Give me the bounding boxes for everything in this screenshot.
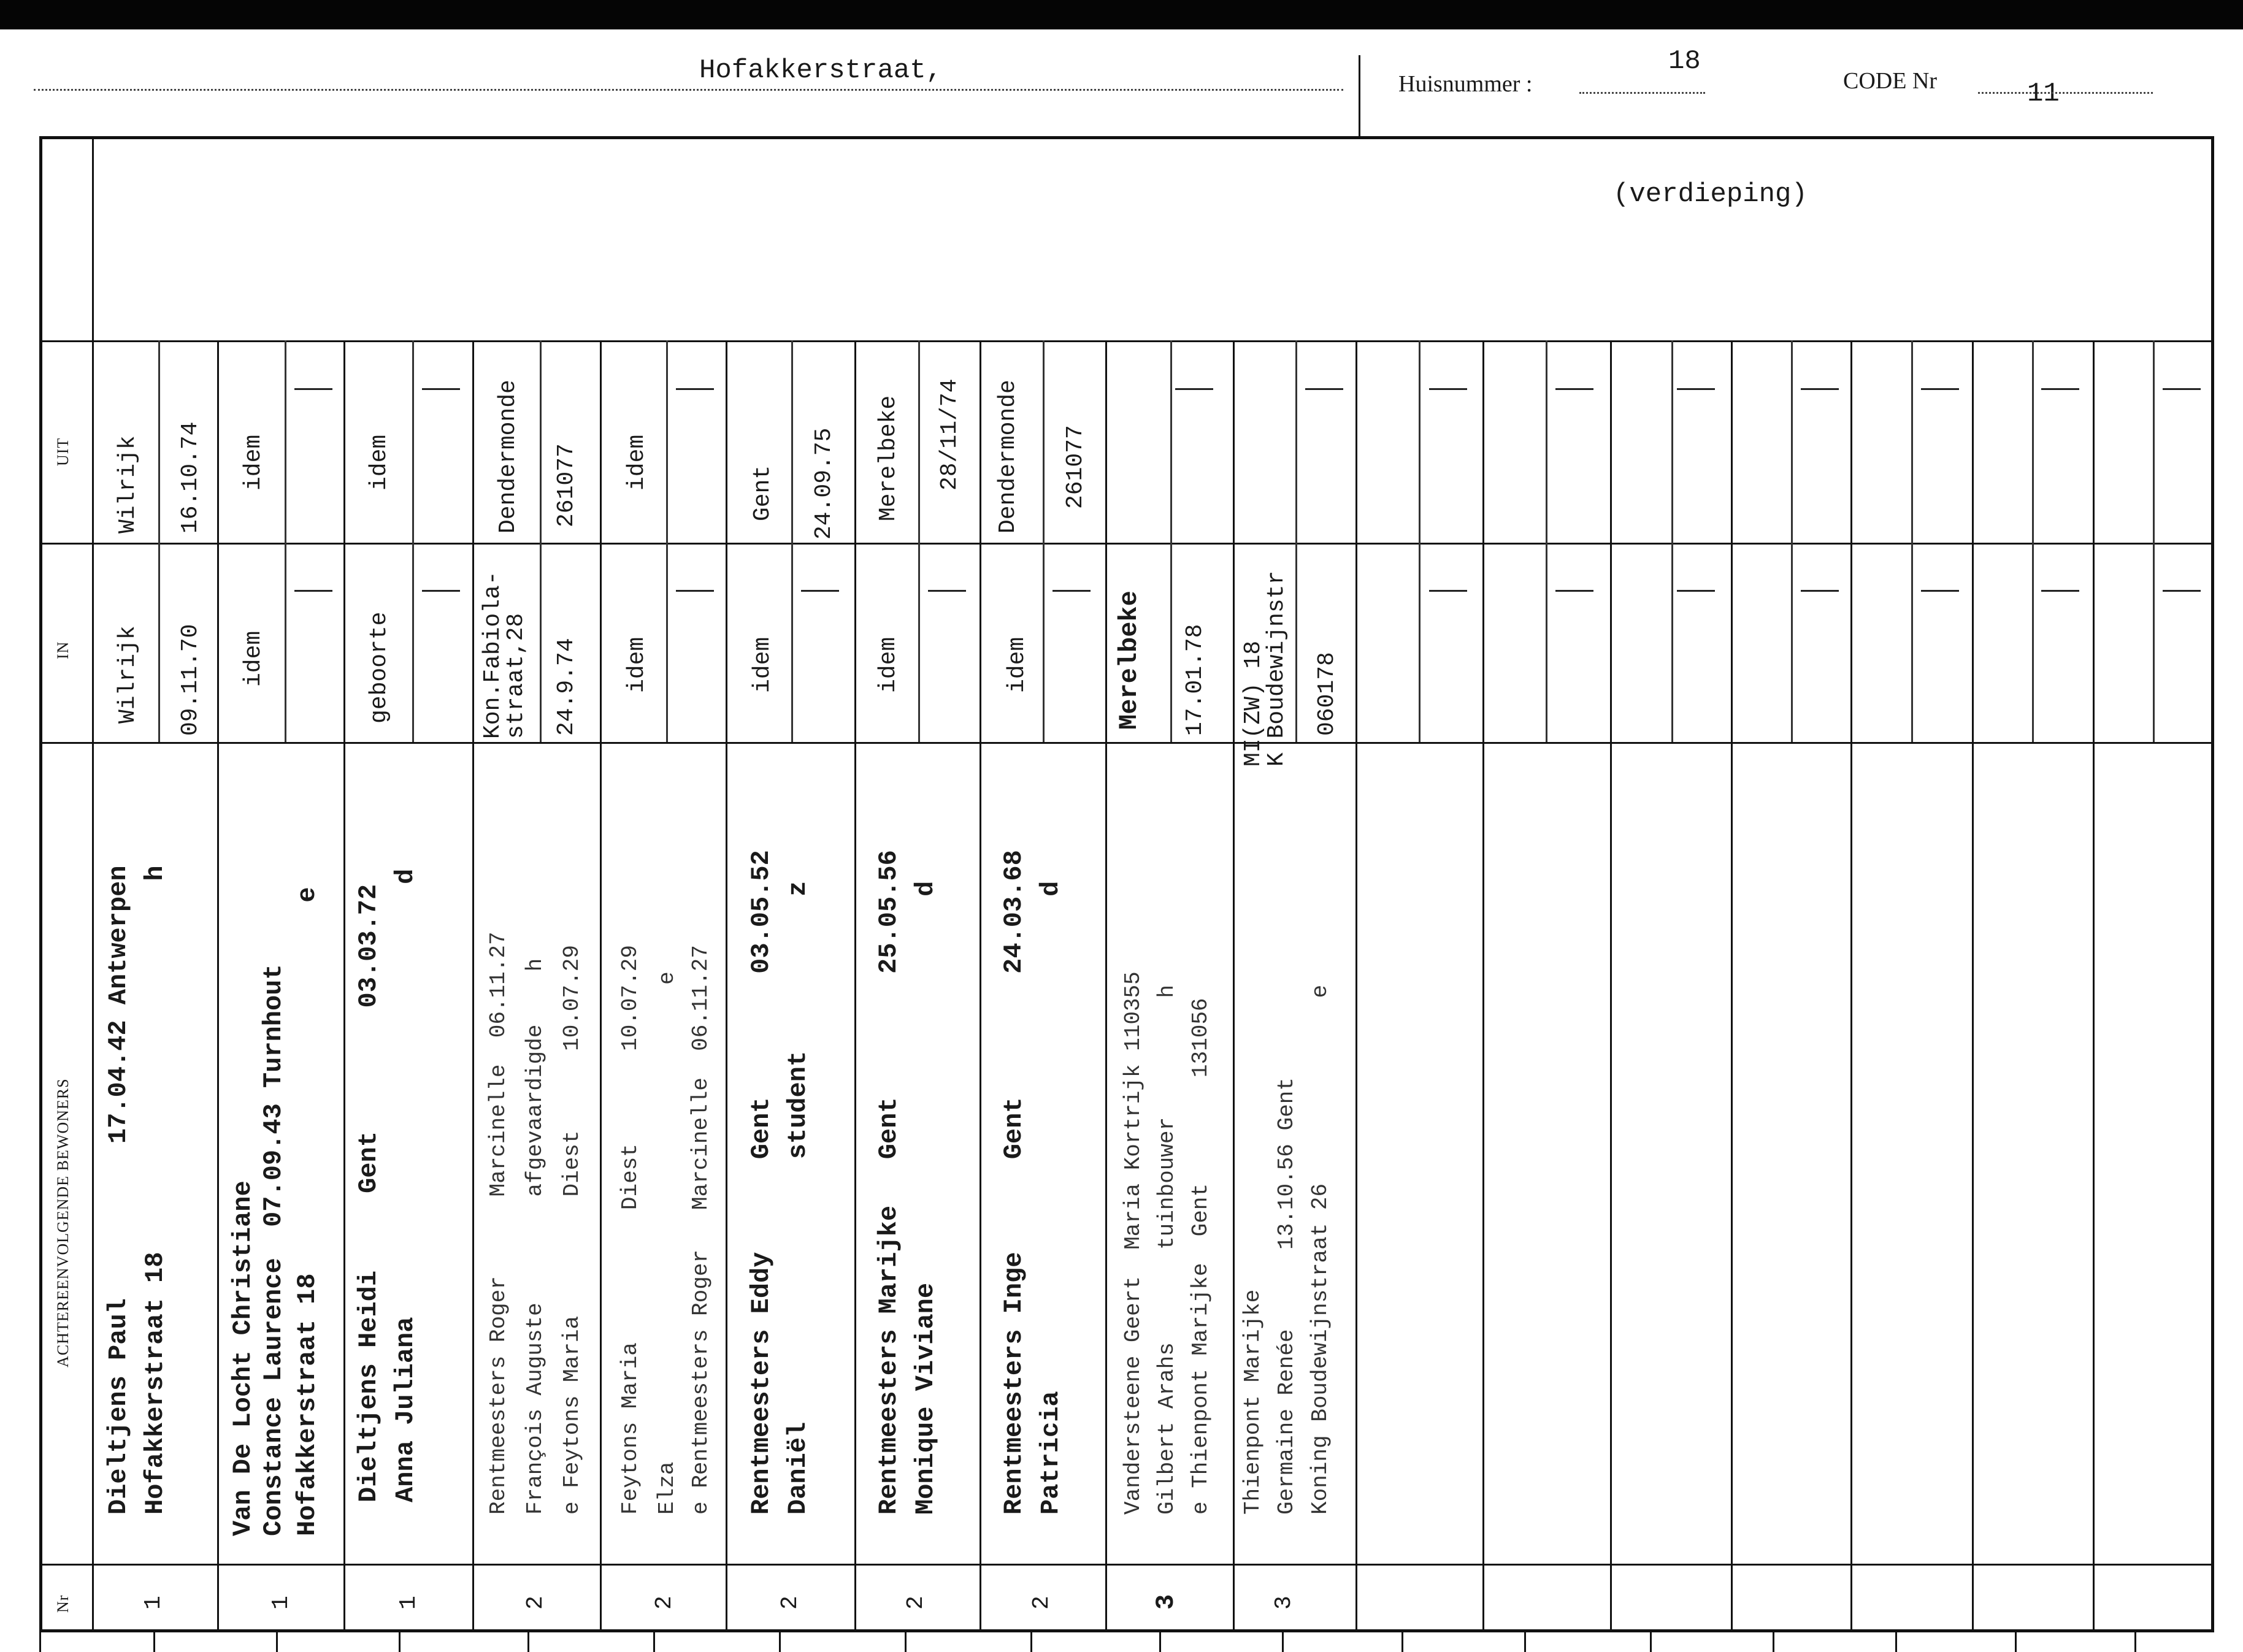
bottom-tick [527, 1632, 529, 1652]
resident-line: Rentmeesters Inge Gent 24.03.68 [999, 850, 1029, 1515]
sub-col-divider [158, 340, 160, 742]
empty-cell-dash [1555, 388, 1593, 390]
resident-line: Dieltjens Paul 17.04.42 Antwerpen [104, 865, 133, 1515]
in-place: idem [750, 637, 776, 693]
floor-label: (verdieping) [1613, 179, 1808, 210]
empty-cell-dash [2163, 590, 2201, 592]
resident-line: e Rentmeesters Roger Marcinelle 06.11.27 [688, 945, 713, 1515]
resident-line: Monique Viviane d [911, 881, 940, 1515]
col-divider [343, 340, 345, 1632]
sub-col-divider [666, 340, 668, 742]
bottom-tick [1895, 1632, 1897, 1652]
empty-cell-dash [294, 590, 332, 592]
bottom-tick [399, 1632, 401, 1652]
col-divider [980, 340, 981, 1632]
empty-cell-dash [2041, 388, 2079, 390]
bottom-tick [1650, 1632, 1652, 1652]
bottom-tick [1282, 1632, 1284, 1652]
sub-col-divider [2032, 340, 2034, 742]
nr-value: 1 [396, 1596, 422, 1610]
resident-line: e Feytons Maria Diest 10.07.29 [559, 945, 585, 1515]
house-number-label: Huisnummer : [1398, 71, 1533, 97]
sub-col-divider [1295, 340, 1297, 742]
uit-date: 261077 [1062, 425, 1089, 509]
in-place: idem [875, 637, 902, 693]
resident-line: Feytons Maria Diest 10.07.29 [618, 945, 643, 1515]
uit-place: Wilrijk [115, 435, 141, 533]
empty-cell-dash [1555, 590, 1593, 592]
sub-col-divider [1791, 340, 1793, 742]
bottom-tick [39, 1632, 41, 1652]
code-dotted-line [1978, 92, 2153, 94]
resident-line: Elza e [654, 971, 680, 1515]
col-divider [1355, 340, 1357, 1632]
resident-line: François Auguste afgevaardigde h [523, 958, 548, 1515]
uit-place: Merelbeke [875, 395, 902, 521]
in-date: 24.9.74 [553, 638, 580, 736]
resident-line: Dieltjens Heidi Gent 03.03.72 [354, 884, 383, 1502]
sub-col-divider [791, 340, 793, 742]
resident-line: Constance Laurence 07.09.43 Turnhout [259, 964, 288, 1536]
sub-col-divider [918, 340, 920, 742]
sub-col-divider [412, 340, 414, 742]
top-black-edge [0, 0, 2243, 29]
residents-label: ACHTEREENVOLGENDE BEWONERS [54, 1078, 72, 1367]
uit-place: Dendermonde [995, 380, 1021, 533]
sub-col-divider [1170, 340, 1172, 742]
empty-cell-dash [2163, 388, 2201, 390]
empty-cell-dash [1801, 388, 1839, 390]
uit-top-line [39, 340, 2214, 342]
sub-col-divider [2153, 340, 2155, 742]
empty-cell-dash [1305, 388, 1343, 390]
label-column-divider [92, 136, 94, 1632]
empty-cell-dash [1429, 590, 1467, 592]
residents-top-line [39, 742, 2214, 744]
bottom-tick [2134, 1632, 2136, 1652]
nr-value: 2 [523, 1596, 549, 1610]
uit-date: 16.10.74 [177, 421, 204, 533]
empty-cell-dash [1921, 590, 1959, 592]
sub-col-divider [1419, 340, 1421, 742]
resident-line: Germaine Renée 13.10.56 Gent [1274, 1077, 1299, 1515]
col-divider [600, 340, 602, 1632]
nr-value: 2 [1029, 1596, 1055, 1610]
empty-cell-dash [1175, 388, 1213, 390]
resident-line: Thienpont Marijke [1240, 1289, 1265, 1515]
col-divider [472, 340, 474, 1632]
empty-cell-dash [1677, 388, 1715, 390]
bottom-tick [276, 1632, 278, 1652]
in-date: 09.11.70 [177, 624, 204, 736]
bottom-tick [1159, 1632, 1161, 1652]
resident-line: Rentmeesters Eddy Gent 03.05.52 [746, 850, 776, 1515]
empty-cell-dash [2041, 590, 2079, 592]
resident-line: Gilbert Arahs tuinbouwer h [1154, 984, 1179, 1515]
col-divider [1972, 340, 1974, 1632]
in-place: idem [240, 630, 267, 687]
in-place: MI(ZW) 18 K Boudewijnstr [1240, 570, 1290, 767]
uit-place: idem [624, 434, 650, 491]
empty-cell-dash [1052, 590, 1091, 592]
resident-line: Hofakkerstraat 18 e [293, 887, 322, 1536]
empty-cell-dash [801, 590, 839, 592]
in-place: Wilrijk [115, 625, 141, 724]
sub-col-divider [285, 340, 286, 742]
bottom-tick [1524, 1632, 1526, 1652]
bottom-tick [153, 1632, 155, 1652]
in-place: idem [1004, 637, 1030, 693]
nr-top-line [39, 1564, 2214, 1566]
empty-cell-dash [422, 388, 460, 390]
resident-line: Anna Juliana d [391, 868, 420, 1502]
empty-cell-dash [1429, 388, 1467, 390]
street-dotted-line [34, 89, 1343, 91]
in-place: geboorte [366, 611, 393, 724]
uit-date: 24.09.75 [811, 427, 837, 540]
empty-cell-dash [676, 388, 714, 390]
in-place: idem [624, 637, 650, 693]
uit-date: 261077 [553, 443, 580, 527]
bottom-tick [653, 1632, 655, 1652]
in-label: IN [54, 641, 72, 659]
resident-line: Van De Locht Christiane [228, 1180, 258, 1536]
uit-label: UIT [54, 437, 72, 466]
in-date: 17.01.78 [1182, 624, 1208, 736]
uit-place: Dendermonde [495, 380, 521, 533]
col-divider [726, 340, 727, 1632]
nr-value: 2 [777, 1596, 803, 1610]
col-divider [854, 340, 856, 1632]
resident-line: Rentmeesters Marijke Gent 25.05.56 [874, 850, 903, 1515]
col-divider [1482, 340, 1484, 1632]
bottom-tick [905, 1632, 907, 1652]
resident-line: Hofakkerstraat 18 h [140, 865, 170, 1515]
nr-value: 3 [1151, 1594, 1181, 1610]
col-divider [1731, 340, 1733, 1632]
uit-place: idem [240, 434, 267, 491]
col-divider [217, 340, 219, 1632]
resident-line: Daniël student z [783, 881, 813, 1515]
uit-place: idem [366, 434, 393, 491]
in-place: Merelbeke [1114, 591, 1144, 730]
nr-value: 3 [1271, 1596, 1297, 1610]
sub-col-divider [1911, 340, 1913, 742]
bottom-tick [2015, 1632, 2017, 1652]
in-place: Kon.Fabiola- straat,28 [480, 571, 529, 739]
bottom-tick [1030, 1632, 1032, 1652]
in-date: 060178 [1314, 652, 1340, 736]
nr-value: 1 [140, 1596, 167, 1610]
house-number-dotted-line [1579, 92, 1705, 94]
resident-line: Koning Boudewijnstraat 26 e [1308, 984, 1333, 1515]
nr-value: 1 [268, 1596, 294, 1610]
col-divider [2093, 340, 2095, 1632]
bottom-tick [1401, 1632, 1403, 1652]
house-number: 18 [1668, 46, 1701, 77]
empty-cell-dash [294, 388, 332, 390]
col-divider [1610, 340, 1612, 1632]
resident-line: Rentmeesters Roger Marcinelle 06.11.27 [486, 931, 511, 1515]
empty-cell-dash [676, 590, 714, 592]
uit-date: 28/11/74 [937, 378, 963, 491]
header-divider [1359, 55, 1360, 138]
in-top-line [39, 543, 2214, 545]
sub-col-divider [1043, 340, 1045, 742]
empty-cell-dash [1801, 590, 1839, 592]
col-divider [1850, 340, 1852, 1632]
street-name: Hofakkerstraat, [699, 55, 943, 86]
code-value: 11 [2027, 78, 2060, 109]
resident-line: e Thienpont Marijke Gent 131056 [1188, 998, 1213, 1515]
bottom-tick [779, 1632, 781, 1652]
resident-line: Patricia d [1036, 881, 1065, 1515]
col-divider [1233, 340, 1235, 1632]
nr-value: 2 [651, 1596, 678, 1610]
code-label: CODE Nr [1843, 68, 1938, 94]
sub-col-divider [1546, 340, 1547, 742]
nr-label: Nr [54, 1594, 72, 1613]
nr-value: 2 [903, 1596, 929, 1610]
empty-cell-dash [1677, 590, 1715, 592]
col-divider [1105, 340, 1107, 1632]
empty-cell-dash [422, 590, 460, 592]
empty-cell-dash [1921, 388, 1959, 390]
sub-col-divider [540, 340, 542, 742]
empty-cell-dash [928, 590, 966, 592]
resident-line: Vandersteene Geert Maria Kortrijk 110355 [1121, 971, 1146, 1515]
uit-place: Gent [750, 465, 776, 521]
bottom-tick [1773, 1632, 1774, 1652]
sub-col-divider [1671, 340, 1673, 742]
